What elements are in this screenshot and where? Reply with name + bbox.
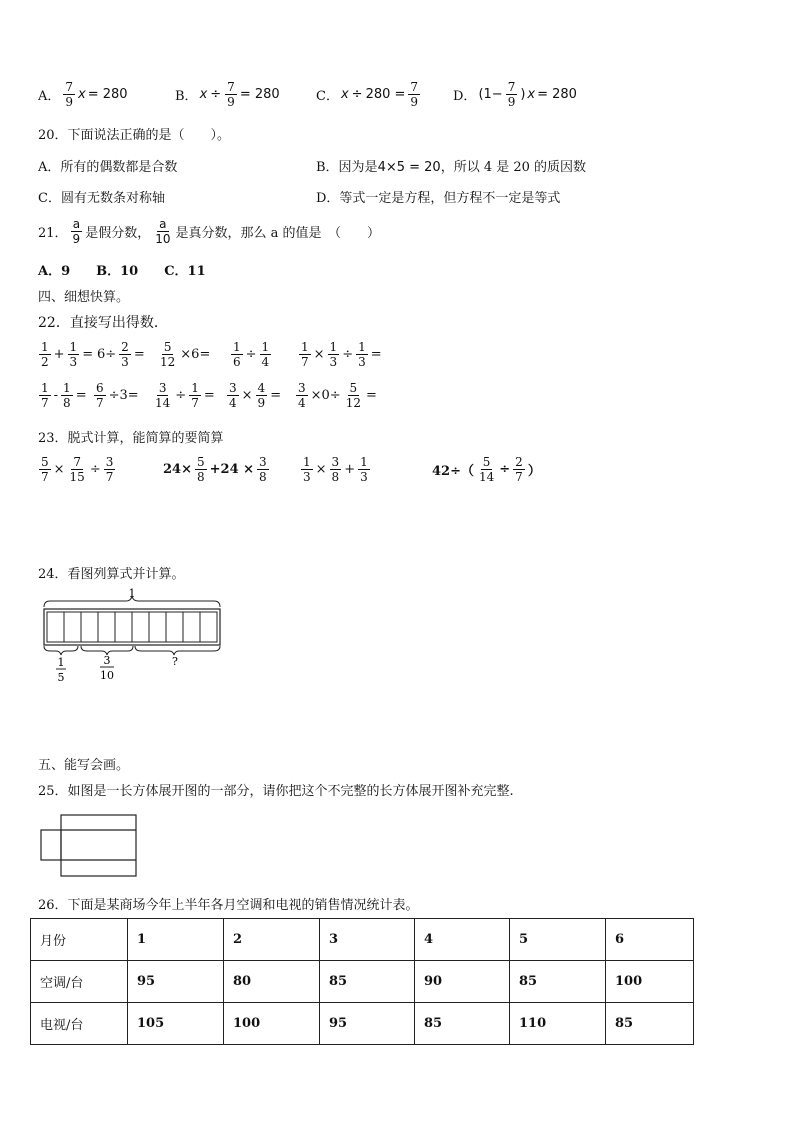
table-row: 电视/台 105 100 95 85 110 85 bbox=[31, 1003, 694, 1045]
q22-row1: $\frac{1}{2}$ + $\frac{1}{3}$ = bbox=[41, 340, 94, 369]
fraction-1-5-den: 5 bbox=[57, 671, 65, 684]
q22-title: 22．直接写出得数． bbox=[38, 315, 168, 331]
fraction: $\frac{7}{9}$ bbox=[227, 80, 235, 109]
sales-table bbox=[30, 918, 694, 1045]
net-side-face bbox=[41, 830, 61, 860]
q22-row2: $\frac{1}{7}$ - $\frac{1}{8}$ = bbox=[41, 381, 87, 410]
q24-title: 24．看图列算式并计算。 bbox=[38, 567, 185, 582]
q23-expr-3: $\frac{1}{3}$ × $\frac{3}{8}$ + $\frac{1}{3}$ bbox=[303, 455, 368, 484]
fraction: $\frac{7}{9}$ bbox=[410, 80, 419, 109]
unknown-label: ? bbox=[172, 655, 178, 668]
section-5-heading: 五、能写会画。 bbox=[38, 758, 130, 773]
q22-row2-item4: $\frac{3}{4}$ × $\frac{4}{9}$ = bbox=[229, 381, 282, 410]
brace-one-fifth bbox=[44, 646, 78, 655]
fraction: $\frac{a}{9}$ bbox=[72, 217, 81, 246]
q23-expr-1: $\frac{5}{7}$ × $\frac{7}{15}$ ÷ $\frac{3}{7}$ bbox=[41, 455, 114, 484]
q19-option-c: C． x ÷ 280 = $\frac{7}{9}$ bbox=[316, 80, 419, 109]
fraction: $\frac{7}{9}$ bbox=[507, 80, 516, 109]
q25-title: 25．如图是一长方体展开图的一部分，请你把这个不完整的长方体展开图补充完整. bbox=[38, 784, 514, 799]
q19-option-b: B． x ÷ $\frac{7}{9}$ = 280 bbox=[175, 80, 280, 109]
q23-title: 23．脱式计算，能简算的要简算 bbox=[38, 431, 224, 446]
table-row: 空调/台 95 80 85 90 85 100 bbox=[31, 961, 694, 1003]
q24-bar-diagram bbox=[36, 586, 226, 686]
q22-row1-item2: 6÷ $\frac{2}{3}$ = bbox=[97, 340, 145, 369]
net-outer bbox=[61, 815, 136, 876]
q19-option-d: D． (1− $\frac{7}{9}$ ) x = 280 bbox=[453, 80, 577, 109]
fraction-3-10-den: 10 bbox=[100, 669, 114, 682]
section-4-heading: 四、细想快算。 bbox=[38, 290, 130, 305]
bar-dividers bbox=[64, 612, 200, 642]
q20-title: 20．下面说法正确的是（ ）。 bbox=[38, 128, 231, 143]
fraction-3-10-num: 3 bbox=[103, 654, 111, 667]
q22-row1-item5: $\frac{1}{7}$ × $\frac{1}{3}$ ÷ $\frac{1}{3}$ = bbox=[301, 340, 382, 369]
q25-net-diagram bbox=[40, 814, 140, 878]
table-row: 月份 1 2 3 4 5 6 bbox=[31, 919, 694, 961]
q23-expr-4: 42÷（ $\frac{5}{14}$ ÷ $\frac{2}{7}$ ） bbox=[432, 455, 541, 484]
q20-option-a: A．所有的偶数都是合数 bbox=[38, 160, 178, 175]
q20-option-c: C．圆有无数条对称轴 bbox=[38, 191, 165, 206]
q21-question: 21． $\frac{a}{9}$ 是假分数， $\frac{a}{10}$ 是真分数，那么 a 的值是 （ ） bbox=[38, 217, 380, 246]
q22-row2-item5: $\frac{3}{4}$ ×0÷ $\frac{5}{12}$ = bbox=[298, 381, 377, 410]
q20-option-b: B．因为是4×5 = 20，所以 4 是 20 的质因数 bbox=[316, 160, 587, 175]
fraction: $\frac{7}{9}$ bbox=[65, 80, 74, 109]
q22-row1-item3: $\frac{5}{12}$ ×6= bbox=[160, 340, 211, 369]
top-label: 1 bbox=[128, 587, 136, 600]
q19-option-a: A． $\frac{7}{9}$ x = 280 bbox=[38, 80, 128, 109]
q26-title: 26．下面是某商场今年上半年各月空调和电视的销售情况统计表。 bbox=[38, 898, 419, 913]
q22-row1-item4: $\frac{1}{6}$ ÷ $\frac{1}{4}$ bbox=[233, 340, 270, 369]
q22-row2-item2: $\frac{6}{7}$ ÷3= bbox=[96, 381, 139, 410]
q21-options: A．9 B．10 C．11 bbox=[38, 264, 206, 279]
fraction: $\frac{a}{10}$ bbox=[155, 217, 171, 246]
fraction-1-5-num: 1 bbox=[57, 656, 65, 669]
q23-expr-2: 24× $\frac{5}{8}$ +24 × $\frac{3}{8}$ bbox=[163, 455, 267, 484]
q22-row2-item3: $\frac{3}{14}$ ÷ $\frac{1}{7}$ = bbox=[155, 381, 215, 410]
brace-unknown bbox=[135, 646, 220, 655]
q20-option-d: D．等式一定是方程，但方程不一定是等式 bbox=[316, 191, 561, 206]
